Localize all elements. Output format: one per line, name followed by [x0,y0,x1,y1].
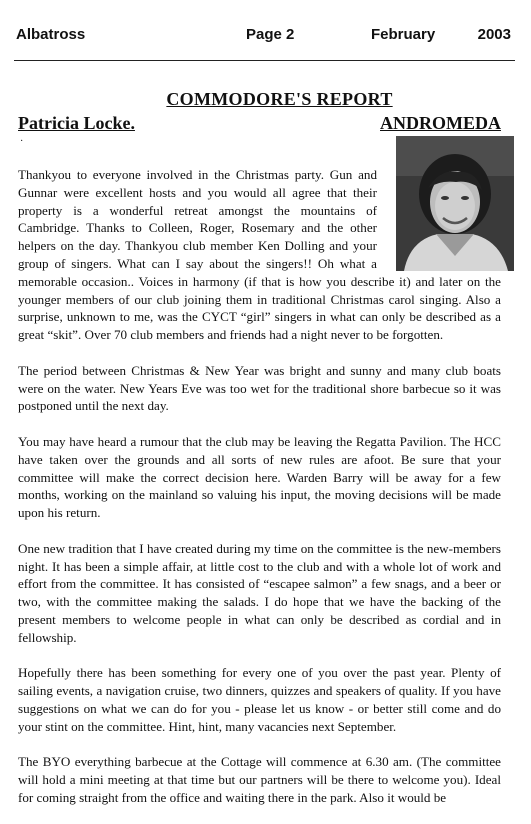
publication-name: Albatross [16,26,86,43]
issue-month: February [371,26,436,43]
paragraph-new-year: The period between Christmas & New Year was bright and sunny and many club boats were on the water. New Years Eve was too wet for the traditional shore barbecue so it was postponed until the next day. [18,362,501,414]
paragraph-christmas-party: Thankyou to everyone involved in the Christmas party. Gun and Gunnar were excellent hosts and you would all agree that their property is a wonderful retreat amongst the mountains of Cambridge. Thanks to Colleen, Roger, Rosemary and the other helpers on the day. Thankyou club member Ken Dolling and your group of singers. What can I say about the singers!! Oh what a memorable occasion.. Voices in harmony (if that is how you describe it) and later on the younger members of our club joining them in traditional Christmas carol singing. Also a surprise, unknown to me, was the CYCT “girl” singers in what can only be described as a great “skit”. Over 70 club members and friends had a night never to be forgotten. [18,167,501,343]
paragraph-barbecue: The BYO everything barbecue at the Cottage will commence at 6.30 am. (The committee will hold a mini meeting at that time but our partners will be there to welcome you). Ideal for coming straight from the office and waiting there in the park. Also it would be [18,754,501,805]
article-title: COMMODORE'S REPORT [166,89,393,109]
stray-mark: · [20,136,24,147]
boat-name: ANDROMEDA [380,113,501,133]
article-body [18,166,501,824]
issue-year: 2003 [477,26,511,43]
page-number: Page 2 [246,26,295,43]
page-header [16,26,513,48]
byline [18,113,501,135]
paragraph-new-members-night: One new tradition that I have created during my time on the committee is the new-members night. It has been a simple affair, at little cost to the club and with a whole lot of work and effort from the committee. It has consisted of “escapee salmon” a few snags, and a beer or two, with the committee making the salads. I do hope that we have the backing of the present members to welcome people in what can only be described as cordial and in fellowship. [18,540,501,645]
paragraph-past-year: Hopefully there has been something for every one of you over the past year. Plenty of sailing events, a navigation cruise, two dinners, quizzes and speakers of quality. If you have suggestions on what we can do for you - please let us know - or better still come and do your stint on the committee. Hint, hint, many vacancies next September. [18,665,501,734]
header-divider [14,60,515,61]
article-author: Patricia Locke. [18,113,135,133]
paragraph-regatta-pavilion: You may have heard a rumour that the club may be leaving the Regatta Pavilion. The HCC have taken over the grounds and all sorts of new rules are afoot. Be sure that your committee will make the correct decision here. Warden Barry will be away for a few months, working on the mainland so valuing his input, the moving decisions will be made upon his return. [18,433,501,521]
